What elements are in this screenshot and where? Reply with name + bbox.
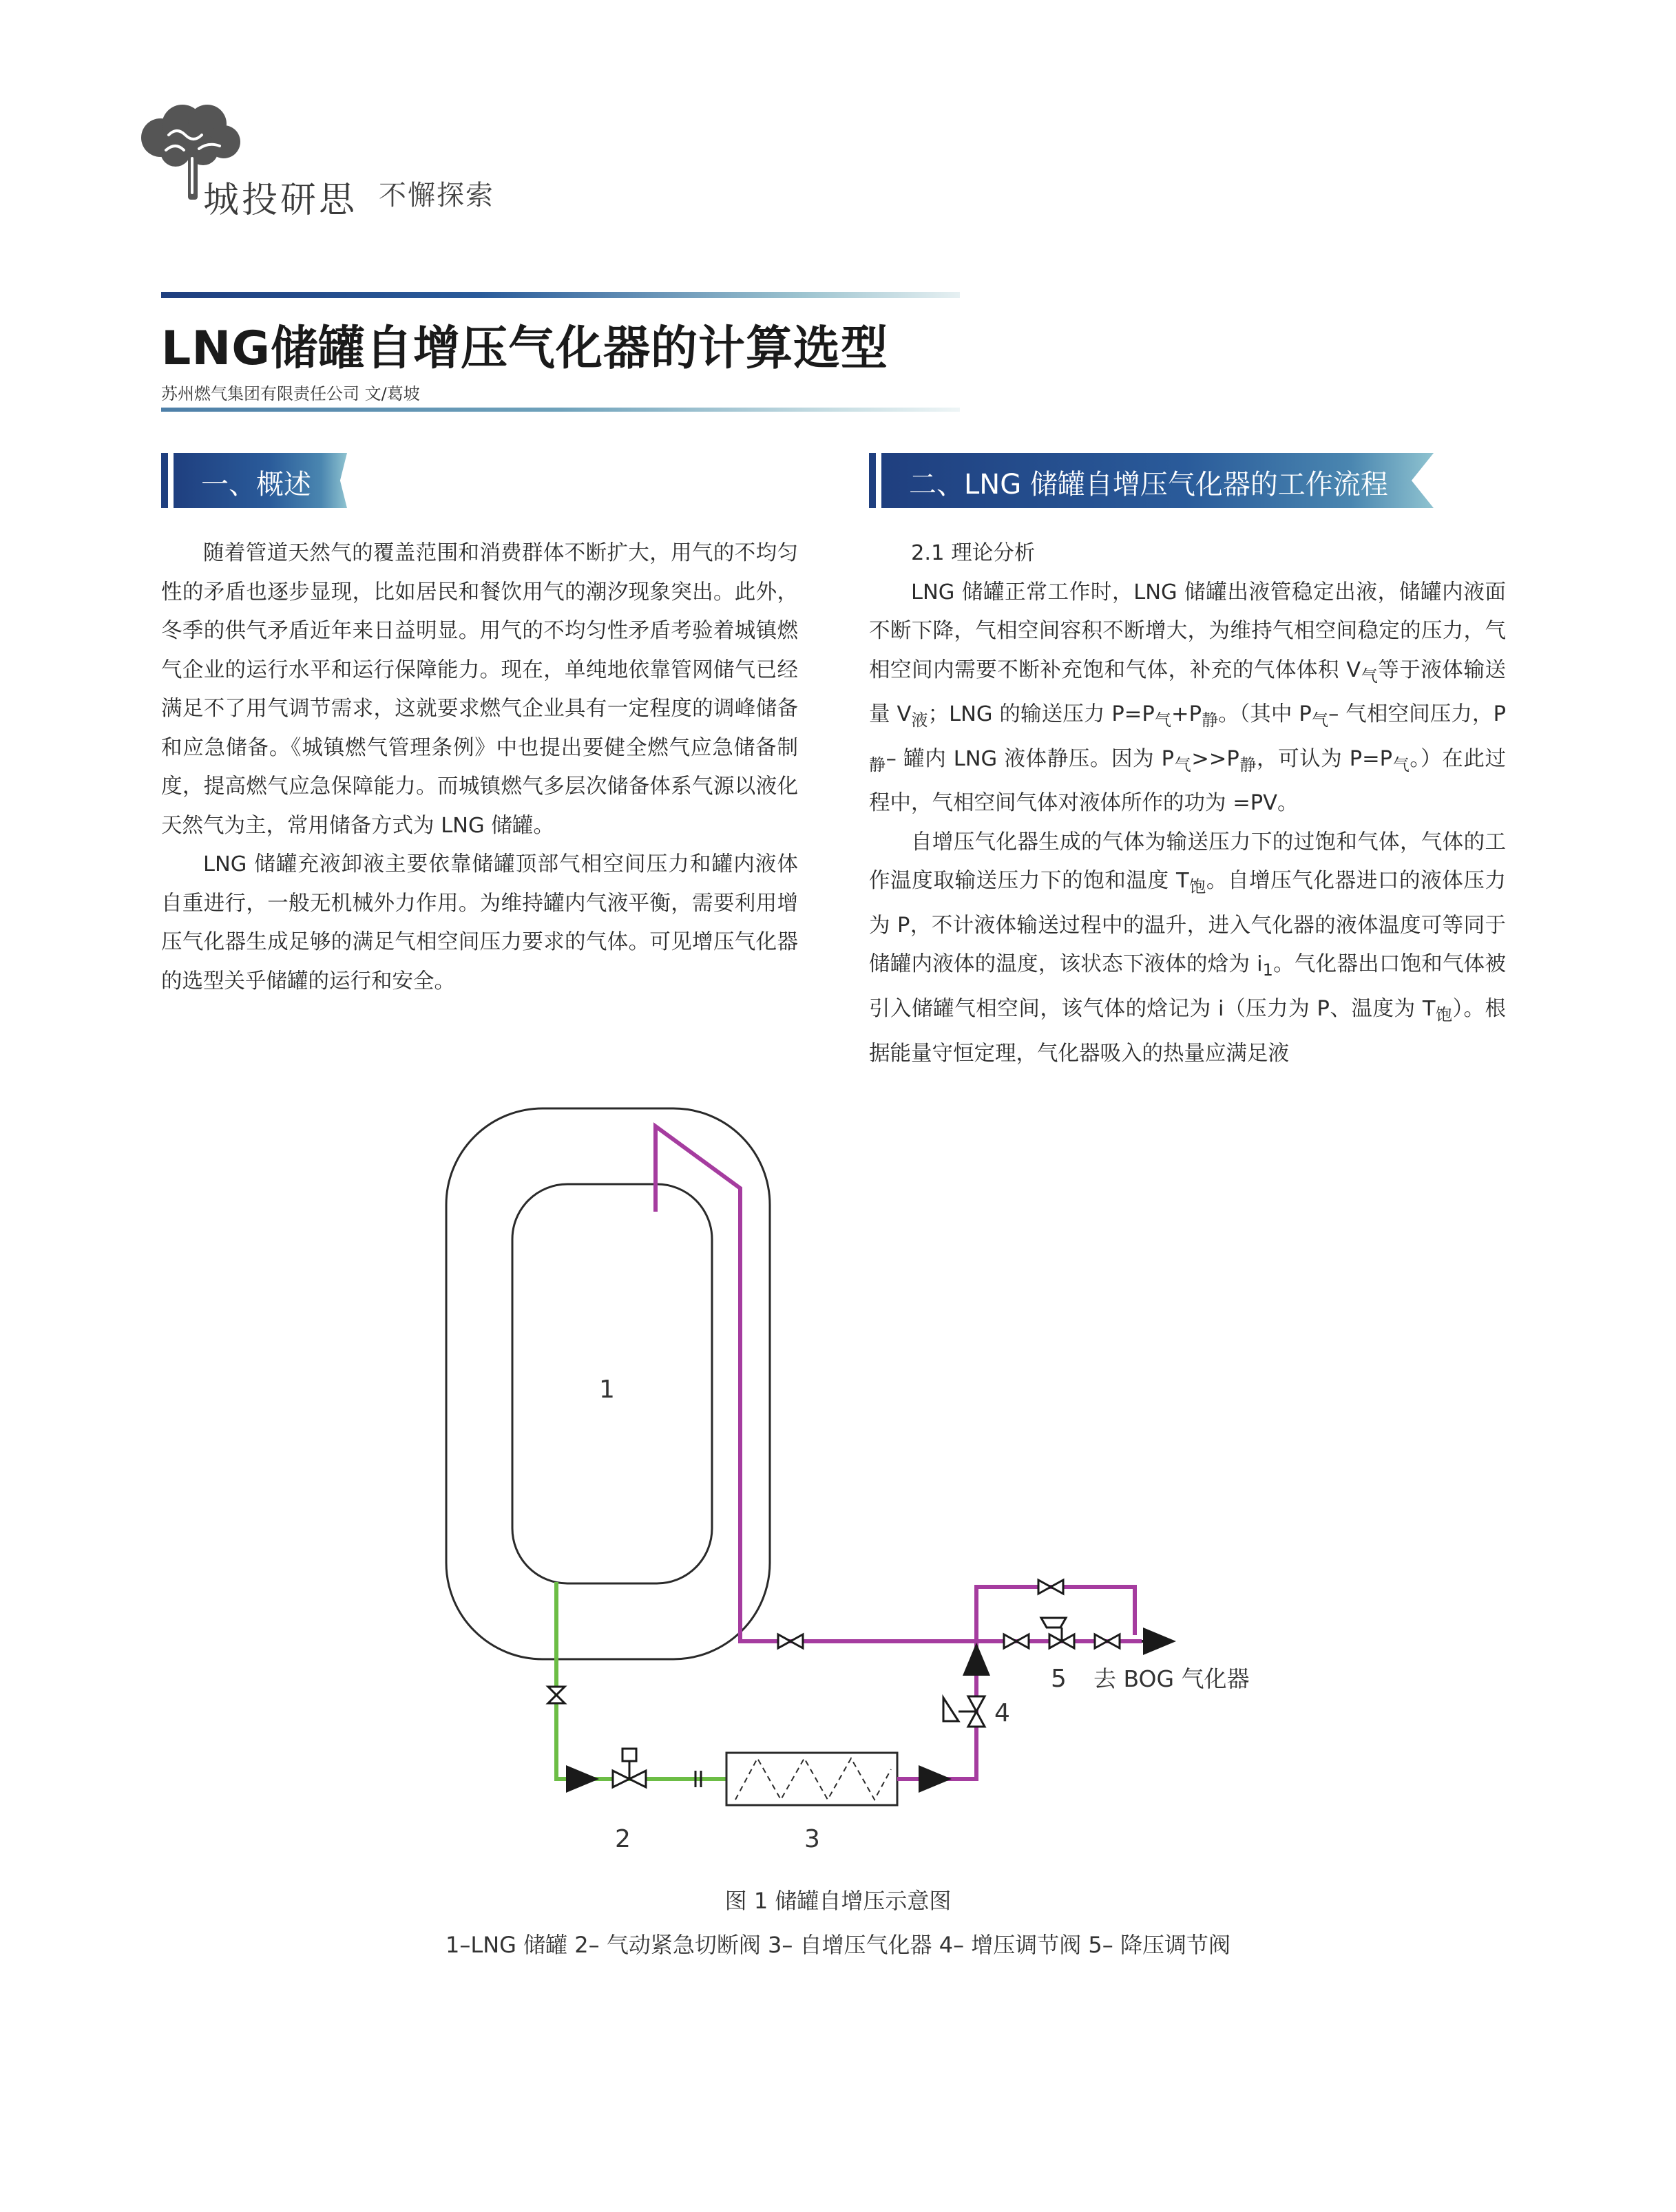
- vaporizer-box: [726, 1753, 897, 1805]
- paragraph: LNG 储罐充液卸液主要依靠储罐顶部气相空间压力和罐内液体自重进行，一般无机械外力作用。为维持罐内气液平衡，需要利用增压气化器生成足够的满足气相空间压力要求的气体。可见增压气化器的选型关乎储罐的运行和安全。: [161, 852, 798, 993]
- section-heading-text: 二、LNG 储罐自增压气化器的工作流程: [909, 469, 1388, 501]
- vaporizer-outlet-pipe: [897, 1641, 976, 1779]
- figure-legend: 1–LNG 储罐 2– 气动紧急切断阀 3– 自增压气化器 4– 增压调节阀 5– 降压调节阀: [446, 1932, 1230, 1958]
- subsection-heading: 2.1 理论分析: [911, 541, 1036, 565]
- liquid-outlet-pipe: [556, 1582, 726, 1779]
- article-title: LNG储罐自增压气化器的计算选型: [161, 322, 889, 376]
- bypass-valve: [1038, 1580, 1063, 1594]
- section-heading-workflow: [869, 453, 1434, 508]
- pipe-coupling: [695, 1771, 927, 1787]
- brand-name: 城投研思: [203, 180, 358, 221]
- section-heading-marker: [869, 453, 876, 508]
- column-right: [869, 534, 1506, 1073]
- return-line-valve: [778, 1634, 803, 1648]
- title-rule-bottom: [161, 408, 960, 412]
- figure-caption: 图 1 储罐自增压示意图: [724, 1888, 952, 1914]
- label-reduce-valve: 5: [1051, 1665, 1067, 1693]
- label-vaporizer: 3: [804, 1825, 820, 1853]
- label-to-bog: 去 BOG 气化器: [1093, 1665, 1250, 1692]
- label-tank: 1: [599, 1376, 615, 1404]
- title-rule-top: [161, 292, 960, 298]
- section-heading-marker: [161, 453, 168, 508]
- bog-outlet-valve: [1095, 1634, 1120, 1648]
- paragraph: 随着管道天然气的覆盖范围和消费群体不断扩大，用气的不均匀性的矛盾也逐步显现，比如居民和餐饮用气的潮汐现象突出。此外，冬季的供气矛盾近年来日益明显。用气的不均匀性矛盾考验着城镇燃气企业的运行水平和运行保障能力。现在，单纯地依靠管网储气已经满足不了用气调节需求，这就要求燃气企业具有一定程度的调峰储备和应急储备。《城镇燃气管理条例》中也提出要健全燃气应急储备制度，提高燃气应急保障能力。而城镇燃气多层次储备体系气源以液化天然气为主，常用储备方式为 LNG 储罐。: [161, 541, 798, 838]
- column-left: [161, 534, 798, 1001]
- article-byline: 苏州燃气集团有限责任公司 文/葛坡: [161, 384, 420, 403]
- bog-line-valve: [1004, 1634, 1029, 1648]
- label-shutoff-valve: 2: [615, 1825, 631, 1853]
- figure-pressurization-schematic: [0, 1074, 1676, 1969]
- section-heading-text: 一、概述: [201, 469, 311, 501]
- paragraph: 自增压气化器生成的气体为输送压力下的过饱和气体，气体的工作温度取输送压力下的饱和温度 $T_饱$。自增压气化器进口的液体压力为 P，不计液体输送过程中的温升，进入气化器的液体温度可等同于储罐内液体的温度，该状态下液体的焓为 $i_1$。气化器出口饱和气体被引入储罐气相空间，该气体的焓记为 i（压力为 P、温度为 $T_饱$）。根据能量守恒定理，气化器吸入的热量应满足液: [869, 830, 1507, 1066]
- brand-logo: [127, 96, 499, 220]
- gas-return-pipe: [656, 1126, 1135, 1641]
- schematic-diagram: [0, 1074, 1676, 1969]
- reduce-regulator-valve: [1041, 1618, 1074, 1648]
- paragraph: LNG 储罐正常工作时，LNG 储罐出液管稳定出液，储罐内液面不断下降，气相空间容积不断增大，为维持气相空间稳定的压力，气相空间内需要不断补充饱和气体，补充的气体体积 $V_气$等于液体输送量 $V_液$；LNG 的输送压力 $P=P_气+P_静$。（其中 $P_气-$ 气相空间压力，$P_静-$ 罐内 LNG 液体静压。因为 $P_气>>P_静$，可认为 $P=P_气$。）在此过程中，气相空间气体对液体所作的功为 =PV。: [869, 580, 1507, 816]
- manual-valve: [548, 1687, 565, 1703]
- vaporizer-coil: [735, 1758, 891, 1800]
- brand-tagline: 不懈探索: [379, 180, 494, 211]
- shutoff-valve: [613, 1749, 646, 1787]
- label-boost-valve: 4: [994, 1699, 1010, 1727]
- section-heading-overview: [161, 453, 347, 508]
